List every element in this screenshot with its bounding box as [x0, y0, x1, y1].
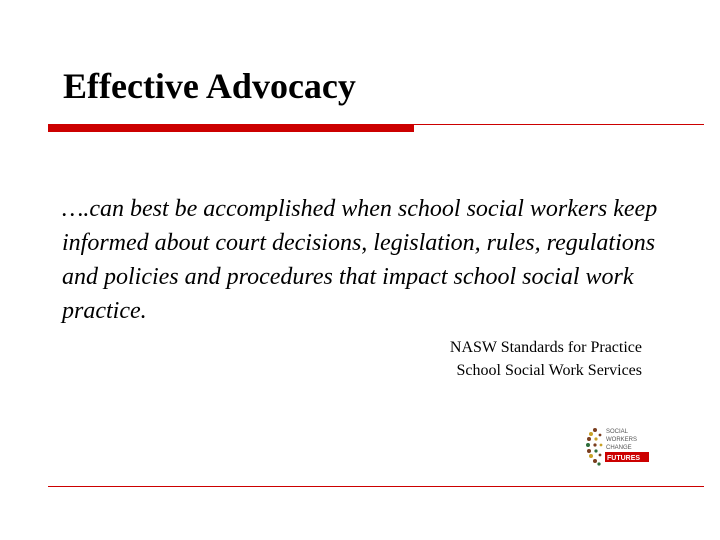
quote-source — [450, 336, 642, 382]
logo-line-3: CHANGE — [606, 445, 632, 451]
social-workers-change-futures-logo — [584, 424, 654, 468]
slide-title: Effective Advocacy — [63, 66, 356, 106]
logo-line-2: WORKERS — [606, 437, 638, 443]
title-underline-thin — [414, 124, 704, 125]
quote-text: ….can best be accomplished when school social workers keep informed about court decisions, legislation, rules, regulations and policies and procedures that impact school social work practice. — [62, 196, 658, 324]
title-underline-thick — [48, 124, 414, 132]
source-line-2: School Social Work Services — [456, 362, 642, 379]
logo-line-4: FUTURES — [607, 455, 641, 462]
logo-line-1: SOCIAL — [606, 429, 629, 435]
footer-rule — [48, 486, 704, 487]
logo-dot-ring-icon — [586, 428, 602, 466]
source-line-1: NASW Standards for Practice — [449, 339, 642, 356]
